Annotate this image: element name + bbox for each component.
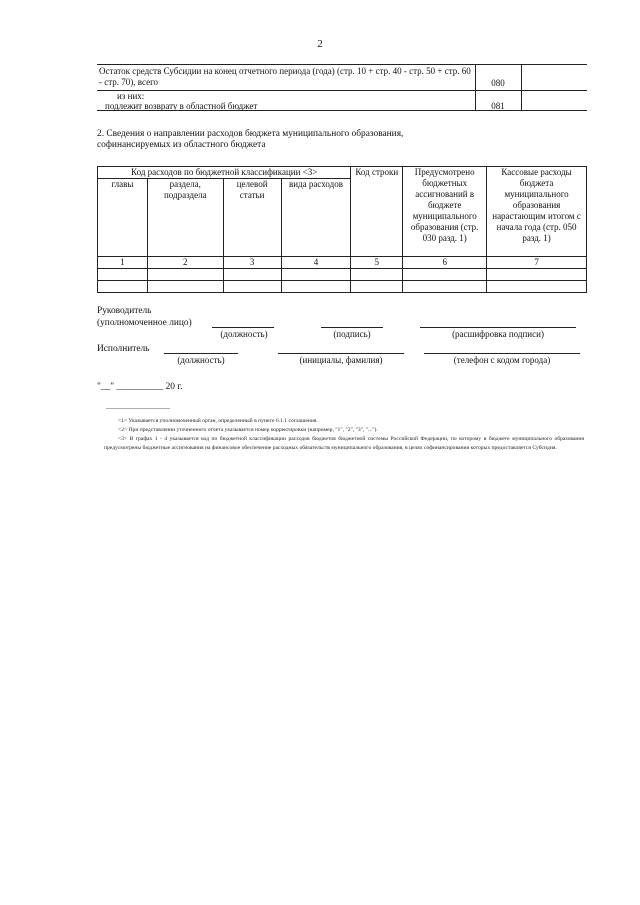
column-number: 1	[98, 257, 148, 269]
table-row	[98, 269, 587, 281]
header-line-code: Код строки	[351, 167, 403, 257]
date-line: "__" __________ 20 г.	[97, 382, 183, 392]
balance-row-label: Остаток средств Субсидии на конец отчетного периода (года) (стр. 10 + стр. 40 - стр. 50 + стр. 60 - стр. 70), всего	[99, 66, 471, 87]
header-budget-classification: Код расходов по бюджетной классификации <3>	[98, 167, 351, 179]
header-planned: Предусмотрено бюджетных ассигнований в бюджете муниципального образования (стр. 030 разд. 1)	[403, 167, 487, 257]
expense-table	[97, 166, 587, 293]
balance-row-code: 080	[491, 78, 505, 88]
head-label-authorized: (уполномоченное лицо)	[97, 318, 192, 328]
caption-position: (должность)	[220, 329, 268, 339]
page-number: 2	[317, 38, 323, 50]
table-row	[98, 281, 587, 293]
column-number: 5	[351, 257, 403, 269]
subheader-chapter: главы	[98, 179, 148, 257]
caption-executor-position: (должность)	[177, 355, 225, 365]
subheader-target: целевой статьи	[223, 179, 281, 257]
caption-signature-decode: (расшифровка подписи)	[452, 329, 544, 339]
balance-subrow-code: 081	[491, 101, 505, 111]
column-numbers-row	[98, 257, 587, 269]
caption-phone: (телефон с кодом города)	[453, 355, 551, 365]
caption-initials: (инициалы, фамилия)	[299, 355, 383, 365]
subheader-section: раздела, подраздела	[147, 179, 223, 257]
footnote-2: <2> При представлении уточненного отчета указывается номер корректировки (например, "1", "2", "3", "...").	[118, 427, 378, 433]
column-number: 6	[403, 257, 487, 269]
section2-title-line2: софинансируемых из областного бюджета	[97, 140, 266, 150]
footnote-1: <1> Указывается уполномоченный орган, определенный в пункте 6.1.1 соглашения.	[118, 418, 318, 424]
section2-title-line1: 2. Сведения о направлении расходов бюджета муниципального образования,	[97, 129, 404, 139]
column-number: 4	[281, 257, 351, 269]
footnote-3: <3> В графах 1 - 4 указывается код по бюджетной классификации расходов бюджетов бюджетной системы Российской Федерации, по которому в бюджете муниципального образования предусмотрены бюджетные ассигнования на финансовое обеспечение расходных обязательств муниципального образования, в целях софинансирования которых предоставляется Субсидия.	[104, 436, 584, 451]
balance-subrow-label: подлежит возврату в областной бюджет	[105, 101, 258, 111]
head-label: Руководитель	[97, 306, 152, 316]
subheader-expense-type: вида расходов	[281, 179, 351, 257]
footnote-separator: --------------------------------	[106, 406, 170, 412]
executor-label: Исполнитель	[97, 344, 150, 354]
column-number: 3	[223, 257, 281, 269]
caption-signature: (подпись)	[333, 329, 371, 339]
header-cash-expenses: Кассовые расходы бюджета муниципального образования нарастающим итогом с начала года (стр. 050 разд. 1)	[487, 167, 587, 257]
column-number: 7	[487, 257, 587, 269]
balance-subrow-prefix: из них:	[117, 91, 145, 101]
column-number: 2	[147, 257, 223, 269]
